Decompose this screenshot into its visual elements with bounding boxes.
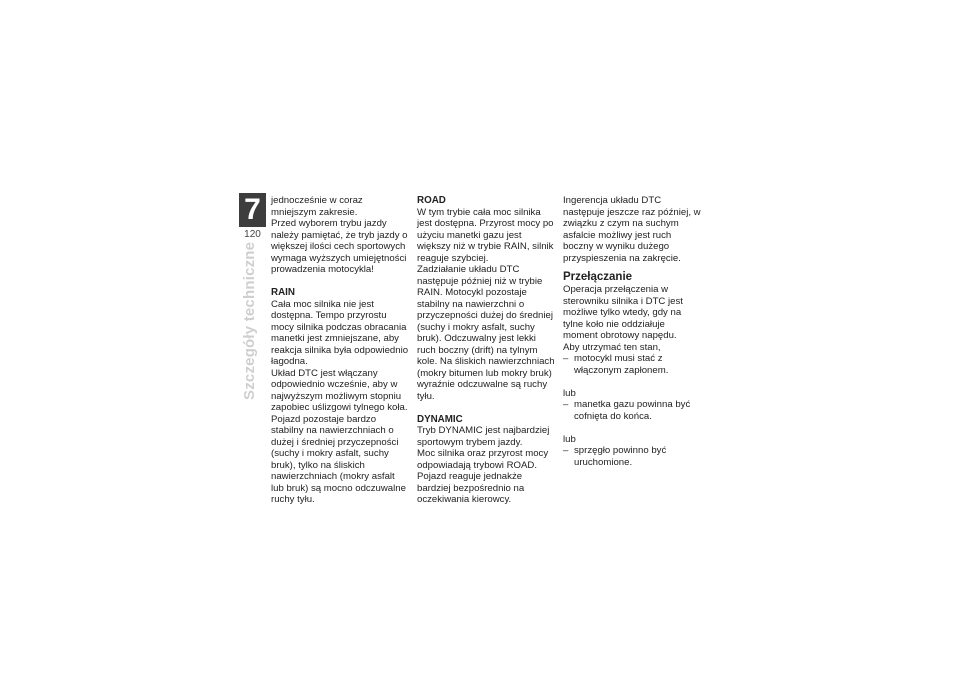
paragraph: W tym trybie cała moc silnika jest dostępna. Przyrost mocy po użyciu manetki gazu jest większy niż w trybie RAIN, silnik reaguje szybciej. (417, 206, 554, 264)
heading-rain: RAIN (271, 287, 295, 298)
paragraph: Układ DTC jest włączany odpowiednio wcześnie, aby w najwyższym możliwym stopniu zapobiec uślizgowi tylnego koła. Pojazd pozostaje bardzo stabilny na nawierzchniach o dużej i średniej przyczepności (suchy i mokry asfalt, suchy bruk), tylko na śliskich nawierzchniach (mokry asfalt lub bruk) są mocno odczuwalne ruchy tyłu. (271, 367, 408, 505)
page-number: 120 (244, 229, 261, 240)
list-item: – motocykl musi stać z włączonym zapłonem. (563, 353, 701, 376)
paragraph-or: lub (563, 387, 576, 399)
paragraph: jednocześnie w coraz mniejszym zakresie. (271, 195, 363, 218)
section-title-container (238, 241, 266, 400)
text-column-2 (417, 195, 555, 506)
paragraph: Zadziałanie układu DTC następuje później niż w trybie RAIN. Motocykl pozostaje stabilny na nawierzchni o przyczepności dużej do średniej (suchy i mokry asfalt, suchy bruk). Odczuwalny jest lekki ruch boczny (drift) na tylnym kole. Na śliskich nawierzchniach (mokry bitumen lub mokry bruk) wyraźnie odczuwalne są ruchy tyłu. (417, 264, 555, 402)
list-item: – sprzęgło powinno być uruchomione. (563, 445, 701, 468)
heading-dynamic: DYNAMIC (417, 413, 463, 425)
heading-road: ROAD (417, 195, 446, 206)
paragraph: Przed wyborem trybu jazdy należy pamiętać, że tryb jazdy o większej ilości cech sportowych wymaga wyższych umiejętności prowadzenia motocykla! (271, 218, 408, 275)
heading-switching: Przełączanie (563, 271, 633, 283)
paragraph: Cała moc silnika nie jest dostępna. Tempo przyrostu mocy silnika podczas obracania manetki jest zmniejszane, aby reakcja silnika była odpowiednio łagodna. (271, 298, 409, 367)
section-title: Szczegóły techniczne (241, 241, 258, 400)
text-column-1 (271, 195, 409, 506)
paragraph-or: lub (563, 433, 576, 445)
paragraph: Aby utrzymać ten stan, (563, 341, 661, 353)
paragraph: Ingerencja układu DTC następuje jeszcze raz później, w związku z czym na suchym asfalcie możliwy jest ruch boczny w wyniku dużego przyspieszenia na zakręcie. (563, 195, 701, 264)
paragraph: Operacja przełączenia w sterowniku silnika i DTC jest możliwe tylko wtedy, gdy na tylne koło nie oddziałuje moment obrotowy napędu. (563, 284, 683, 341)
paragraph: Tryb DYNAMIC jest najbardziej sportowym trybem jazdy. (417, 425, 550, 448)
chapter-number-badge: 7 (239, 193, 266, 227)
paragraph: Moc silnika oraz przyrost mocy odpowiadają trybowi ROAD. Pojazd reaguje jednakże bardziej bezpośrednio na oczekiwania kierowcy. (417, 448, 549, 505)
list-item: – manetka gazu powinna być cofnięta do końca. (563, 399, 701, 422)
text-column-3 (563, 195, 701, 468)
